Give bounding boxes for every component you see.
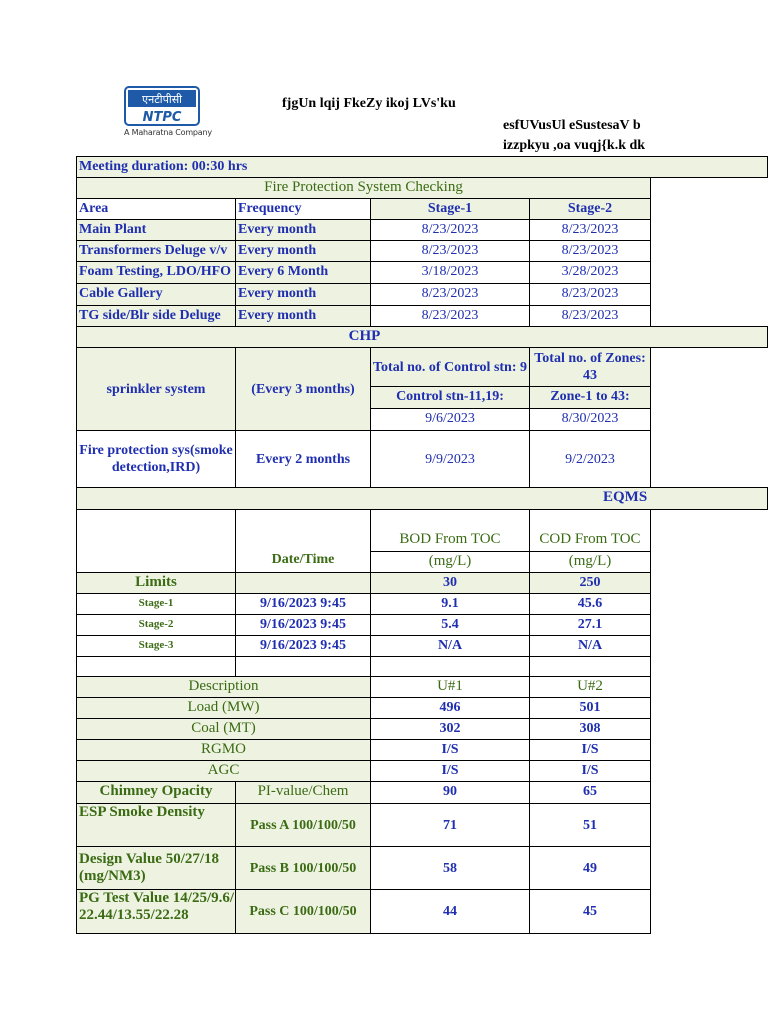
logo-tagline: A Maharatna Company	[124, 128, 212, 137]
opacity-description: ESP Smoke Density	[76, 803, 236, 847]
eqms-datetime: 9/16/2023 9:45	[235, 614, 371, 636]
fire-header-stage2: Stage-2	[529, 198, 651, 220]
spacer-cell	[235, 656, 371, 677]
opacity-description: PG Test Value 14/25/9.6/22.44/13.55/22.28	[76, 889, 236, 934]
meeting-duration: Meeting duration: 00:30 hrs	[76, 156, 768, 178]
units-description: Coal (MT)	[76, 718, 371, 740]
spacer-cell	[370, 656, 530, 677]
units-u1-value: 302	[370, 718, 530, 740]
eqms-cod-label: COD From TOC	[539, 531, 641, 547]
fire-header-frequency: Frequency	[235, 198, 371, 220]
eqms-bod-value: 9.1	[370, 593, 530, 615]
chp-zone-sub: Zone-1 to 43:	[529, 386, 651, 409]
opacity-u1-value: 44	[370, 889, 530, 934]
eqms-stage: Stage-3	[76, 635, 236, 657]
fire-stage1-date: 3/18/2023	[370, 261, 530, 284]
fire-header-area: Area	[76, 198, 236, 220]
units-header-u1: U#1	[370, 676, 530, 698]
eqms-bod-label: BOD From TOC	[399, 531, 501, 547]
eqms-cod-value: 27.1	[529, 614, 651, 636]
svg-text:NTPC: NTPC	[142, 110, 182, 125]
units-u1-value: I/S	[370, 739, 530, 761]
opacity-u1: 90	[370, 781, 530, 804]
eqms-header-bod	[370, 509, 530, 552]
eqms-bod-limit: 30	[370, 572, 530, 594]
chp-fire-frequency: Every 2 months	[235, 430, 371, 488]
eqms-limits-blank	[235, 572, 371, 594]
fire-stage2-date: 8/23/2023	[529, 240, 651, 262]
chp-zone-date: 8/30/2023	[529, 408, 651, 431]
fire-area: Foam Testing, LDO/HFO	[76, 261, 236, 284]
chp-sprinkler-label: sprinkler system	[76, 347, 236, 431]
header-right-line1: esfUVusUl eSustesaV b	[503, 118, 641, 133]
spacer-cell	[529, 656, 651, 677]
spacer-cell	[76, 656, 236, 677]
units-u2-value: I/S	[529, 760, 651, 782]
chp-fire-protection-label: Fire protection sys(smoke detection,IRD)	[76, 430, 236, 488]
fire-stage1-date: 8/23/2023	[370, 283, 530, 306]
fire-stage2-date: 8/23/2023	[529, 283, 651, 306]
units-header-description: Description	[76, 676, 371, 698]
fire-stage2-date: 8/23/2023	[529, 219, 651, 241]
opacity-u2-value: 45	[529, 889, 651, 934]
opacity-label: Chimney Opacity	[76, 781, 236, 804]
eqms-header-datetime	[235, 509, 371, 573]
opacity-u2-value: 51	[529, 803, 651, 847]
fire-frequency: Every month	[235, 219, 371, 241]
fire-area: Transformers Deluge v/v	[76, 240, 236, 262]
fire-stage1-date: 8/23/2023	[370, 219, 530, 241]
fire-header-stage1: Stage-1	[370, 198, 530, 220]
fire-frequency: Every month	[235, 305, 371, 327]
opacity-u1-value: 58	[370, 846, 530, 890]
units-u1-value: I/S	[370, 760, 530, 782]
header-right-line2: izzpkyu ,oa vuqj{k.k dk	[503, 138, 646, 153]
opacity-pass: Pass C 100/100/50	[235, 889, 371, 934]
opacity-pi-label: PI-value/Chem	[235, 781, 371, 804]
units-description: Load (MW)	[76, 697, 371, 719]
fire-stage1-date: 8/23/2023	[370, 305, 530, 327]
fire-stage1-date: 8/23/2023	[370, 240, 530, 262]
eqms-bod-value: 5.4	[370, 614, 530, 636]
ntpc-logo	[124, 86, 200, 126]
units-u2-value: I/S	[529, 739, 651, 761]
eqms-cod-limit: 250	[529, 572, 651, 594]
eqms-datetime: 9/16/2023 9:45	[235, 593, 371, 615]
opacity-u2-value: 49	[529, 846, 651, 890]
eqms-cod-unit: (mg/L)	[529, 551, 651, 573]
chp-control-sub: Control stn-11,19:	[370, 386, 530, 409]
fire-stage2-date: 8/23/2023	[529, 305, 651, 327]
chp-title-text: CHP	[348, 328, 381, 344]
units-u1-value: 496	[370, 697, 530, 719]
chp-zones-total: Total no. of Zones: 43	[529, 347, 651, 387]
eqms-datetime: 9/16/2023 9:45	[235, 635, 371, 657]
eqms-header-cod	[529, 509, 651, 552]
units-u2-value: 308	[529, 718, 651, 740]
chp-sprinkler-frequency: (Every 3 months)	[235, 347, 371, 431]
units-description: RGMO	[76, 739, 371, 761]
eqms-datetime-label: Date/Time	[271, 552, 335, 567]
eqms-stage: Stage-2	[76, 614, 236, 636]
opacity-description: Design Value 50/27/18 (mg/NM3)	[76, 846, 236, 890]
eqms-section-title	[76, 487, 768, 510]
eqms-bod-value: N/A	[370, 635, 530, 657]
fire-stage2-date: 3/28/2023	[529, 261, 651, 284]
opacity-u1-value: 71	[370, 803, 530, 847]
eqms-limits-label: Limits	[76, 572, 236, 594]
chp-section-title	[76, 326, 768, 348]
svg-text:एनटीपीसी: एनटीपीसी	[142, 93, 182, 106]
fire-area: TG side/Blr side Deluge	[76, 305, 236, 327]
eqms-bod-unit: (mg/L)	[370, 551, 530, 573]
eqms-cod-value: N/A	[529, 635, 651, 657]
chp-fire-date2: 9/2/2023	[529, 430, 651, 488]
eqms-stage: Stage-1	[76, 593, 236, 615]
fire-frequency: Every month	[235, 240, 371, 262]
units-u2-value: 501	[529, 697, 651, 719]
fire-section-title: Fire Protection System Checking	[76, 177, 651, 199]
opacity-pass: Pass A 100/100/50	[235, 803, 371, 847]
eqms-header-blank	[76, 509, 236, 573]
units-description: AGC	[76, 760, 371, 782]
fire-area: Cable Gallery	[76, 283, 236, 306]
chp-control-total: Total no. of Control stn: 9	[370, 347, 530, 387]
chp-control-date: 9/6/2023	[370, 408, 530, 431]
opacity-u2: 65	[529, 781, 651, 804]
opacity-pass: Pass B 100/100/50	[235, 846, 371, 890]
eqms-cod-value: 45.6	[529, 593, 651, 615]
fire-frequency: Every month	[235, 283, 371, 306]
chp-fire-date1: 9/9/2023	[370, 430, 530, 488]
fire-frequency: Every 6 Month	[235, 261, 371, 284]
units-header-u2: U#2	[529, 676, 651, 698]
eqms-title-text: EQMS	[603, 489, 648, 505]
page-title: fjgUn lqij FkeZy ikoj LVs'ku	[282, 96, 456, 111]
fire-area: Main Plant	[76, 219, 236, 241]
